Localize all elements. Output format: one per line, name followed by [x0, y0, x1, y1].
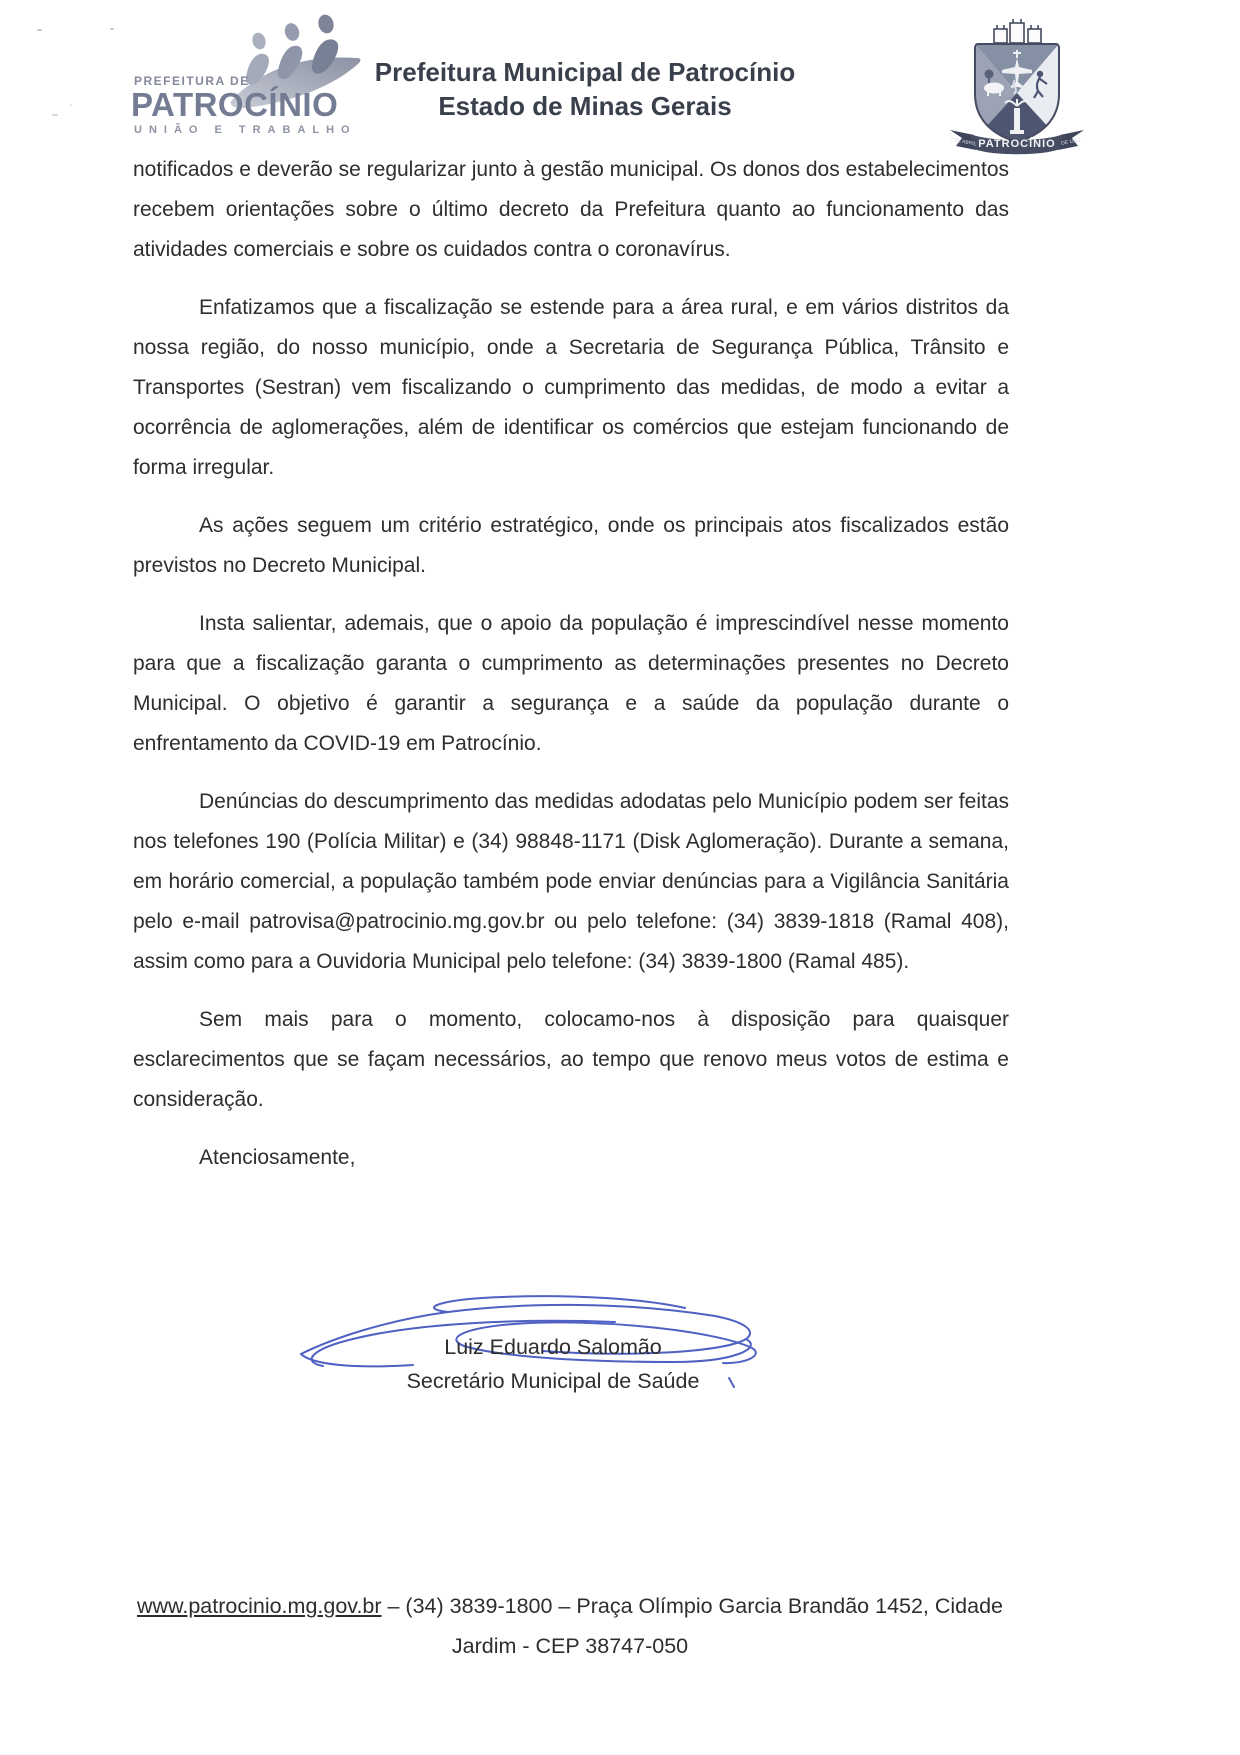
paragraph: Enfatizamos que a fiscalização se estende para a área rural, e em vários distritos da nossa região, do nosso município, onde a Secretaria de Segurança Pública, Trânsito e Transportes (Sestran) vem fiscalizando o cumprimento das medidas, de modo a evitar a ocorrência de aglomerações, além de identificar os comércios que estejam funcionando de forma irregular. [133, 296, 1009, 479]
crest-ribbon-name: PATROCÍNIO [978, 138, 1056, 150]
footer-contact-line [128, 1586, 1012, 1666]
logo-prefix-text: PREFEITURA DE [134, 74, 250, 88]
paragraph: Sem mais para o momento, colocamo-nos à disposição para quaisquer esclarecimentos que se façam necessários, ao tempo que renovo meus votos de estima e consideração. [133, 1008, 1009, 1111]
scan-speck [37, 29, 42, 31]
prefeitura-logo [128, 8, 368, 138]
scan-speck [52, 114, 58, 116]
title-line-1: Prefeitura Municipal de Patrocínio [374, 57, 796, 87]
scan-speck [70, 104, 72, 106]
logo-name-text: PATROCÍNIO [131, 86, 339, 123]
city-coat-of-arms-icon [942, 8, 1092, 156]
signatory-role: Secretário Municipal de Saúde [406, 1369, 700, 1393]
title-line-2: Estado de Minas Gerais [438, 91, 732, 121]
signatory-name: Luiz Eduardo Salomão [444, 1335, 662, 1359]
document-title [355, 55, 815, 123]
footer-contact-rest: – (34) 3839-1800 – Praça Olímpio Garcia Brandão 1452, Cidade Jardim - CEP 38747-050 [381, 1594, 1004, 1658]
footer-website: www.patrocinio.mg.gov.br [136, 1594, 382, 1618]
paragraph: Insta salientar, ademais, que o apoio da população é imprescindível nesse momento para que a fiscalização garanta o cumprimento as determinações presentes no Decreto Municipal. O objetivo é garantir a segurança e a saúde da população durante o enfrentamento da COVID-19 em Patrocínio. [133, 612, 1009, 755]
paragraph: Denúncias do descumprimento das medidas adodatas pelo Município podem ser feitas nos telefones 190 (Polícia Militar) e (34) 98848-1171 (Disk Aglomeração). Durante a semana, em horário comercial, a população também pode enviar denúncias para a Vigilância Sanitária pelo e-mail patrovisa@patrocinio.mg.gov.br ou pelo telefone: (34) 3839-1818 (Ramal 408), assim como para a Ouvidoria Municipal pelo telefone: (34) 3839-1800 (Ramal 485). [133, 790, 1009, 973]
closing-salutation: Atenciosamente, [199, 1146, 356, 1169]
paragraph: As ações seguem um critério estratégico, onde os principais atos fiscalizados estão previstos no Decreto Municipal. [133, 514, 1009, 577]
logo-motto-text: UNIÃO E TRABALHO [134, 124, 357, 136]
crest-crown [994, 19, 1041, 43]
scan-speck [110, 28, 114, 30]
crest-ribbon-right: DE 1842 [1060, 137, 1081, 147]
letter-body [133, 150, 1009, 1178]
crest-ribbon-left: 7 DE ABRIL [949, 136, 977, 148]
paragraph: notificados e deverão se regularizar junto à gestão municipal. Os donos dos estabelecimentos recebem orientações sobre o último decreto da Prefeitura quanto ao funcionamento das atividades comerciais e sobre os cuidados contra o coronavírus. [133, 158, 1009, 261]
